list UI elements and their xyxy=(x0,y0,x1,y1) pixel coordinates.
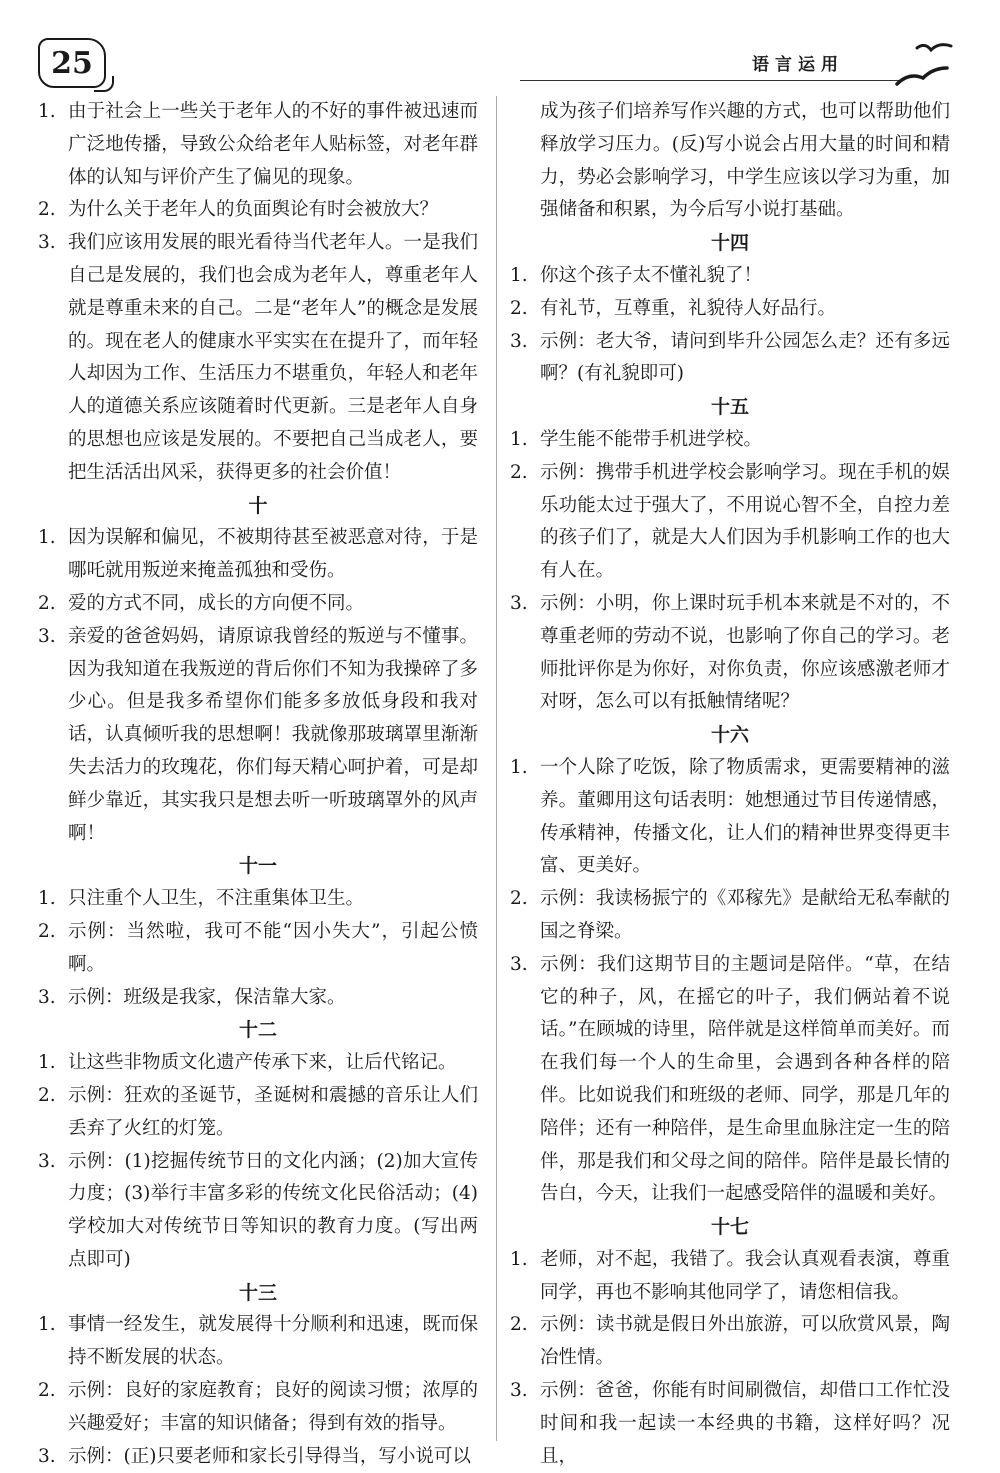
item-number: 3. xyxy=(38,1150,56,1172)
item-text: 示例：(正)只要老师和家长引导得当，写小说可以 xyxy=(68,1445,471,1467)
item-number: 1. xyxy=(38,101,56,122)
answer-item xyxy=(38,1309,478,1375)
item-text: 学生能不能带手机进学校。 xyxy=(540,428,763,450)
item-number: 3. xyxy=(510,330,528,352)
answer-item xyxy=(38,522,478,588)
item-text: 示例：小明，你上课时玩手机本来就是不对的，不尊重老师的劳动不说，也影响了你自己的学习。老师批评你是为你好，对你负责，你应该感激老师才对呀，怎么可以有抵触情绪呢？ xyxy=(540,592,950,713)
answer-item xyxy=(38,588,478,621)
item-number: 2. xyxy=(38,920,56,942)
item-number: 2. xyxy=(38,592,56,614)
item-number: 2. xyxy=(510,888,528,910)
answer-item xyxy=(38,1375,478,1441)
item-text: 示例：读书就是假日外出旅游，可以欣赏风景，陶冶性情。 xyxy=(540,1314,950,1369)
answer-item xyxy=(510,96,950,227)
item-number: 1. xyxy=(38,527,56,549)
header-rule xyxy=(520,80,900,81)
section-title: 语言运用 xyxy=(752,55,844,75)
column-divider xyxy=(496,96,497,1441)
item-number: 3. xyxy=(38,625,56,647)
item-text: 为什么关于老年人的负面舆论有时会被放大？ xyxy=(68,199,439,221)
answer-item xyxy=(38,621,478,851)
answer-item xyxy=(38,1080,478,1146)
answer-item xyxy=(510,1309,950,1375)
answer-item xyxy=(38,194,478,227)
item-text: 一个人除了吃饭，除了物质需求，更需要精神的滋养。董卿用这句话表明：她想通过节目传递情感，传承精神，传播文化，让人们的精神世界变得更丰富、更美好。 xyxy=(540,756,950,877)
answer-item xyxy=(38,1441,478,1473)
item-text: 有礼节，互尊重，礼貌待人好品行。 xyxy=(540,297,837,319)
section-heading: 十四 xyxy=(710,232,749,255)
item-text: 示例：爸爸，你能有时间刷微信，却借口工作忙没时间和我一起读一本经典的书籍，这样好吗？况且， xyxy=(540,1380,950,1467)
item-number: 3. xyxy=(38,232,56,254)
answer-item xyxy=(510,588,950,719)
answer-item xyxy=(510,457,950,588)
answer-item xyxy=(510,326,950,392)
item-text: 示例：狂欢的圣诞节，圣诞树和震撼的音乐让人们丢弃了火红的灯笼。 xyxy=(68,1084,478,1139)
answer-item xyxy=(510,260,950,293)
item-number: 2. xyxy=(510,297,528,319)
answer-item xyxy=(38,1146,478,1277)
item-text: 示例：良好的家庭教育；良好的阅读习惯；浓厚的兴趣爱好；丰富的知识储备；得到有效的指导。 xyxy=(68,1380,478,1434)
item-text: 爱的方式不同，成长的方向便不同。 xyxy=(68,592,365,614)
left-column xyxy=(38,96,478,1473)
item-text: 示例：我读杨振宁的《邓稼先》是献给无私奉献的国之脊梁。 xyxy=(540,888,950,942)
answer-item xyxy=(510,1375,950,1473)
section-heading: 十二 xyxy=(238,1019,277,1042)
item-text: 成为孩子们培养写作兴趣的方式，也可以帮助他们释放学习压力。(反)写小说会占用大量的时间和精力，势必会影响学习，中学生应该以学习为重，加强储备和积累，为今后写小说打基础。 xyxy=(540,101,950,221)
section-heading: 十七 xyxy=(710,1216,749,1239)
section-heading: 十 xyxy=(248,494,268,517)
item-text: 让这些非物质文化遗产传承下来，让后代铭记。 xyxy=(68,1052,457,1074)
item-text: 事情一经发生，就发展得十分顺利和迅速，既而保持不断发展的状态。 xyxy=(68,1314,478,1369)
item-number: 1. xyxy=(510,756,528,778)
answer-item xyxy=(510,424,950,457)
item-number: 3. xyxy=(510,1380,528,1402)
item-number: 3. xyxy=(510,953,528,975)
item-text: 示例：当然啦，我可不能“因小失大”，引起公愤啊。 xyxy=(68,920,478,975)
item-number: 1. xyxy=(510,1248,528,1270)
item-number: 2. xyxy=(510,1314,528,1336)
item-number: 1. xyxy=(38,1052,56,1074)
answer-item xyxy=(510,293,950,326)
page-number: 25 xyxy=(38,38,106,88)
section-heading: 十一 xyxy=(238,855,277,878)
item-number: 2. xyxy=(38,1084,56,1106)
item-text: 示例：班级是我家，保洁靠大家。 xyxy=(68,986,346,1008)
answer-item xyxy=(510,1244,950,1310)
answer-item xyxy=(510,752,950,883)
section-heading: 十三 xyxy=(238,1281,277,1304)
right-column xyxy=(510,96,950,1473)
answer-item xyxy=(38,982,478,1015)
section-heading: 十六 xyxy=(710,724,749,747)
section-heading: 十五 xyxy=(710,396,749,419)
item-text: 因为误解和偏见，不被期待甚至被恶意对待，于是哪吒就用叛逆来掩盖孤独和受伤。 xyxy=(68,527,478,582)
item-text: 我们应该用发展的眼光看待当代老年人。一是我们自己是发展的，我们也会成为老年人，尊重老年人就是尊重未来的自己。二是“老年人”的概念是发展的。现在老人的健康水平实实在在提升了，而年轻人却因为工作、生活压力不堪重负，年轻人和老年人的道德关系应该随着时代更新。三是老年人自身的思想也应该是发展的。不要把自己当成老人，要把生活活出风采，获得更多的社会价值！ xyxy=(68,232,478,483)
answer-item xyxy=(38,1047,478,1080)
page-header xyxy=(0,0,1000,100)
item-number: 3. xyxy=(510,592,528,614)
answer-item xyxy=(38,916,478,982)
item-number: 2. xyxy=(38,1380,56,1402)
item-text: 示例：(1)挖掘传统节日的文化内涵；(2)加大宣传力度；(3)举行丰富多彩的传统文化民俗活动；(4)学校加大对传统节日等知识的教育力度。(写出两点即可) xyxy=(68,1150,478,1270)
item-text: 由于社会上一些关于老年人的不好的事件被迅速而广泛地传播，导致公众给老年人贴标签，对老年群体的认知与评价产生了偏见的现象。 xyxy=(68,101,478,188)
answer-item xyxy=(510,949,950,1211)
item-number: 1. xyxy=(38,888,56,910)
item-number: 3. xyxy=(38,986,56,1008)
item-number: 2. xyxy=(38,199,56,221)
item-text: 示例：我们这期节目的主题词是陪伴。“草，在结它的种子，风，在摇它的叶子，我们俩站着不说话。”在顾城的诗里，陪伴就是这样简单而美好。而在我们每一个人的生命里，会遇到各种各样的陪伴。比如说我们和班级的老师、同学，那是几年的陪伴；还有一种陪伴，是生命里血脉注定一生的陪伴，那是我们和父母之间的陪伴。陪伴是最长情的告白，今天，让我们一起感受陪伴的温暖和美好。 xyxy=(540,953,950,1205)
answer-item xyxy=(38,883,478,916)
item-text: 只注重个人卫生，不注重集体卫生。 xyxy=(68,888,365,910)
answer-item xyxy=(510,883,950,949)
item-number: 1. xyxy=(510,264,528,286)
item-text: 示例：携带手机进学校会影响学习。现在手机的娱乐功能太过于强大了，不用说心智不全，自控力差的孩子们了，就是大人们因为手机影响工作的也大有人在。 xyxy=(540,461,950,582)
item-number: 1. xyxy=(38,1314,56,1336)
answer-item xyxy=(38,96,478,194)
birds-icon xyxy=(895,38,965,88)
item-text: 老师，对不起，我错了。我会认真观看表演，尊重同学，再也不影响其他同学了，请您相信我。 xyxy=(540,1248,950,1303)
item-number: 1. xyxy=(510,428,528,450)
item-text: 示例：老大爷，请问到毕升公园怎么走？还有多远啊？(有礼貌即可) xyxy=(540,330,950,385)
item-text: 你这个孩子太不懂礼貌了！ xyxy=(540,264,763,286)
item-number: 2. xyxy=(510,461,528,483)
answer-item xyxy=(38,227,478,489)
item-number: 3. xyxy=(38,1445,56,1467)
item-text: 亲爱的爸爸妈妈，请原谅我曾经的叛逆与不懂事。因为我知道在我叛逆的背后你们不知为我操碎了多少心。但是我多希望你们能多多放低身段和我对话，认真倾听我的思想啊！我就像那玻璃罩里渐渐失去活力的玫瑰花，你们每天精心呵护着，可是却鲜少靠近，其实我只是想去听一听玻璃罩外的风声啊！ xyxy=(68,625,478,844)
